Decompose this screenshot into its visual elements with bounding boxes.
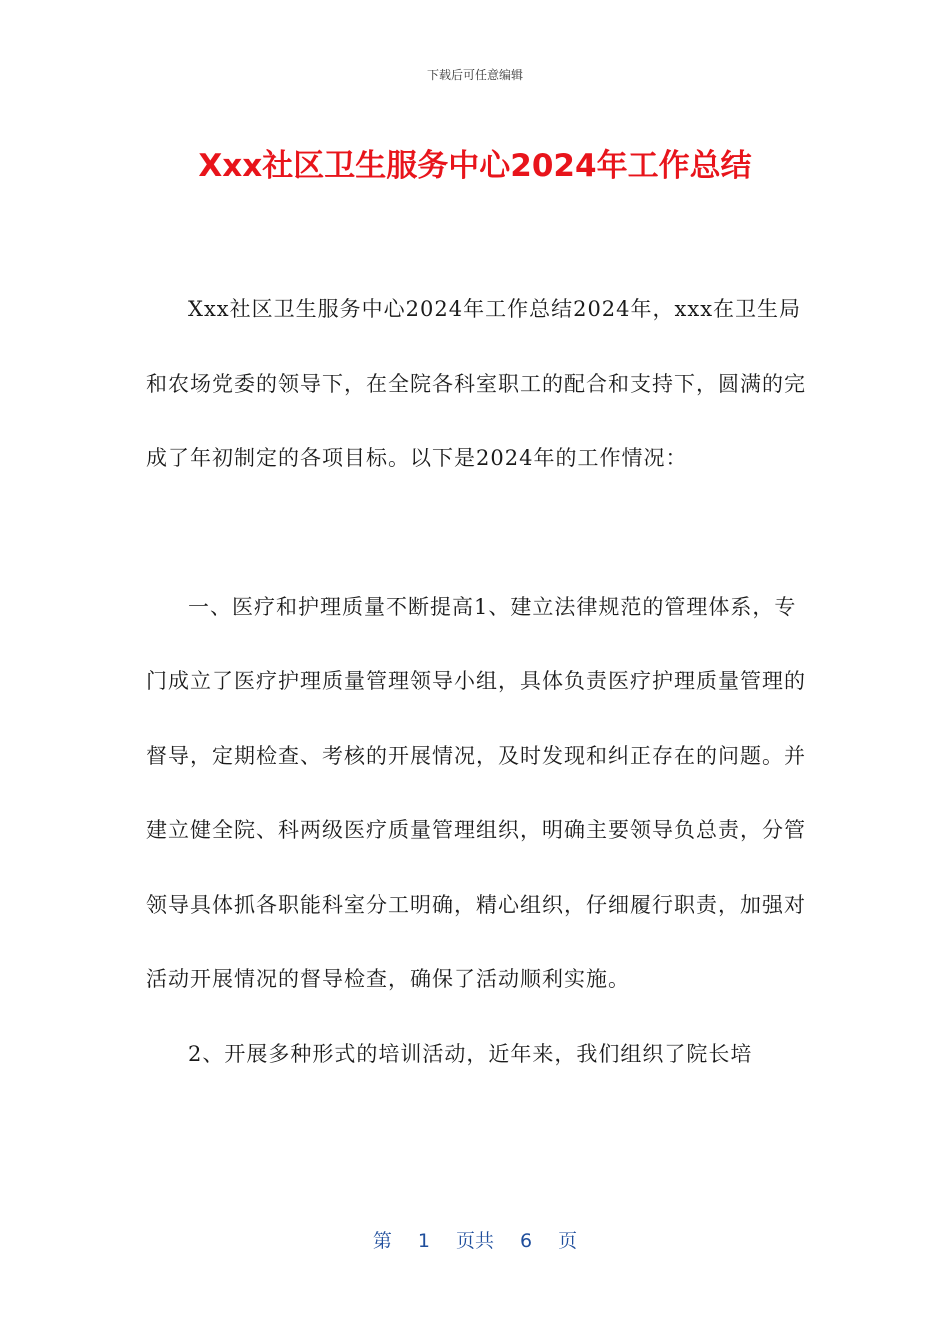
footer-prefix: 第 [372,1230,392,1252]
footer-suffix: 页 [558,1230,578,1252]
paragraph-section-2: 2、开展多种形式的培训活动，近年来，我们组织了院长培 [188,1041,753,1066]
header-note: 下载后可任意编辑 [426,68,523,82]
paragraph-intro: Xxx社区卫生服务中心2024年工作总结2024年，xxx在卫生局和农场党委的领导下，在全院各科室职工的配合和支持下，圆满的完成了年初制定的各项目标。以下是2024年的工作情况： [146,297,806,470]
footer-page-number: 1 [417,1230,430,1252]
document-title: Xxx社区卫生服务中心2024年工作总结 [198,148,752,184]
paragraph-section-1: 一、医疗和护理质量不断提高1、建立法律规范的管理体系，专门成立了医疗护理质量管理领导小组，具体负责医疗护理质量管理的督导，定期检查、考核的开展情况，及时发现和纠正存在的问题。并建立健全院、科两级医疗质量管理组织，明确主要领导负总责，分管领导具体抓各职能科室分工明确，精心组织，仔细履行职责，加强对活动开展情况的督导检查，确保了活动顺利实施。 [146,594,806,991]
footer-total-pages: 6 [520,1230,533,1252]
page-footer [0,1226,950,1253]
footer-middle: 页共 [455,1230,494,1252]
document-body [146,272,806,1091]
